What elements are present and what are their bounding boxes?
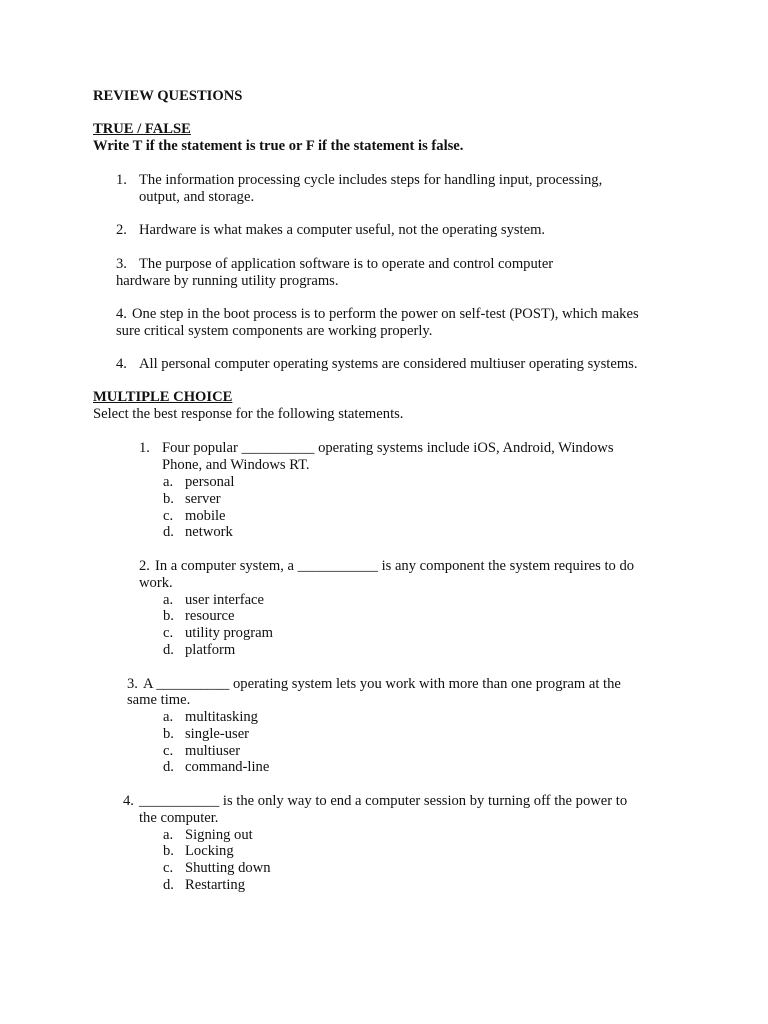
mc-option-text: Signing out [185,827,253,843]
mc-question-number: 1. [139,440,150,456]
multiple-choice-heading: MULTIPLE CHOICE [93,389,233,405]
mc-option-text: single-user [185,726,250,742]
mc-option-letter: c. [163,743,174,759]
multiple-choice-instruction: Select the best response for the following statements. [93,406,404,422]
mc-question-text: A __________ operating system lets you work with more than one program at the [143,676,621,692]
mc-option-text: resource [185,608,235,624]
mc-option-letter: c. [163,625,174,641]
tf-item-number: 2. [116,222,127,238]
mc-option-text: network [185,524,233,540]
mc-option-text: mobile [185,508,226,524]
mc-question-number: 3. [127,676,138,692]
mc-question-text-cont: the computer. [139,810,219,826]
mc-option-letter: a. [163,709,174,725]
mc-option-text: Locking [185,843,234,859]
mc-option-text: Shutting down [185,860,271,876]
tf-item-number: 1. [116,172,127,188]
mc-option-text: utility program [185,625,273,641]
tf-item-number: 4. [116,306,127,322]
mc-option-letter: b. [163,608,174,624]
mc-question-text: In a computer system, a ___________ is any component the system requires to do [155,558,635,574]
tf-item-text: One step in the boot process is to perform the power on self-test (POST), which makes [132,306,639,322]
mc-option-letter: b. [163,843,174,859]
mc-option-text: user interface [185,592,264,608]
true-false-heading: TRUE / FALSE [93,121,191,137]
mc-option-text: personal [185,474,235,490]
mc-option-letter: d. [163,877,174,893]
mc-option-letter: a. [163,827,174,843]
tf-item-text: Hardware is what makes a computer useful, not the operating system. [139,222,546,238]
mc-option-text: server [185,491,221,507]
mc-option-text: platform [185,642,236,658]
true-false-instruction: Write T if the statement is true or F if the statement is false. [93,138,464,154]
mc-question-number: 4. [123,793,134,809]
tf-item-text-cont: sure critical system components are working properly. [116,323,433,339]
mc-option-text: Restarting [185,877,245,893]
mc-option-text: command-line [185,759,270,775]
mc-question-text-cont: work. [139,575,173,591]
mc-option-letter: c. [163,860,174,876]
tf-item-text: The purpose of application software is to operate and control computer [139,256,554,272]
mc-question-text-cont: Phone, and Windows RT. [162,457,310,473]
mc-option-letter: d. [163,524,174,540]
tf-item-text-cont: output, and storage. [139,189,255,205]
mc-option-text: multitasking [185,709,258,725]
tf-item-text-cont: hardware by running utility programs. [116,273,339,289]
tf-item-number: 3. [116,256,127,272]
mc-option-letter: c. [163,508,174,524]
tf-item-number: 4. [116,356,127,372]
mc-question-number: 2. [139,558,150,574]
mc-question-text: ___________ is the only way to end a computer session by turning off the power to [139,793,628,809]
mc-question-text-cont: same time. [127,692,191,708]
tf-item-text: The information processing cycle includes steps for handling input, processing, [139,172,603,188]
mc-option-letter: a. [163,592,174,608]
mc-option-letter: d. [163,642,174,658]
page-title: REVIEW QUESTIONS [93,88,243,104]
mc-option-letter: a. [163,474,174,490]
mc-option-letter: b. [163,491,174,507]
mc-option-letter: d. [163,759,174,775]
mc-option-text: multiuser [185,743,241,759]
mc-option-letter: b. [163,726,174,742]
tf-item-text: All personal computer operating systems are considered multiuser operating systems. [139,356,638,372]
mc-question-text: Four popular __________ operating systems include iOS, Android, Windows [162,440,614,456]
